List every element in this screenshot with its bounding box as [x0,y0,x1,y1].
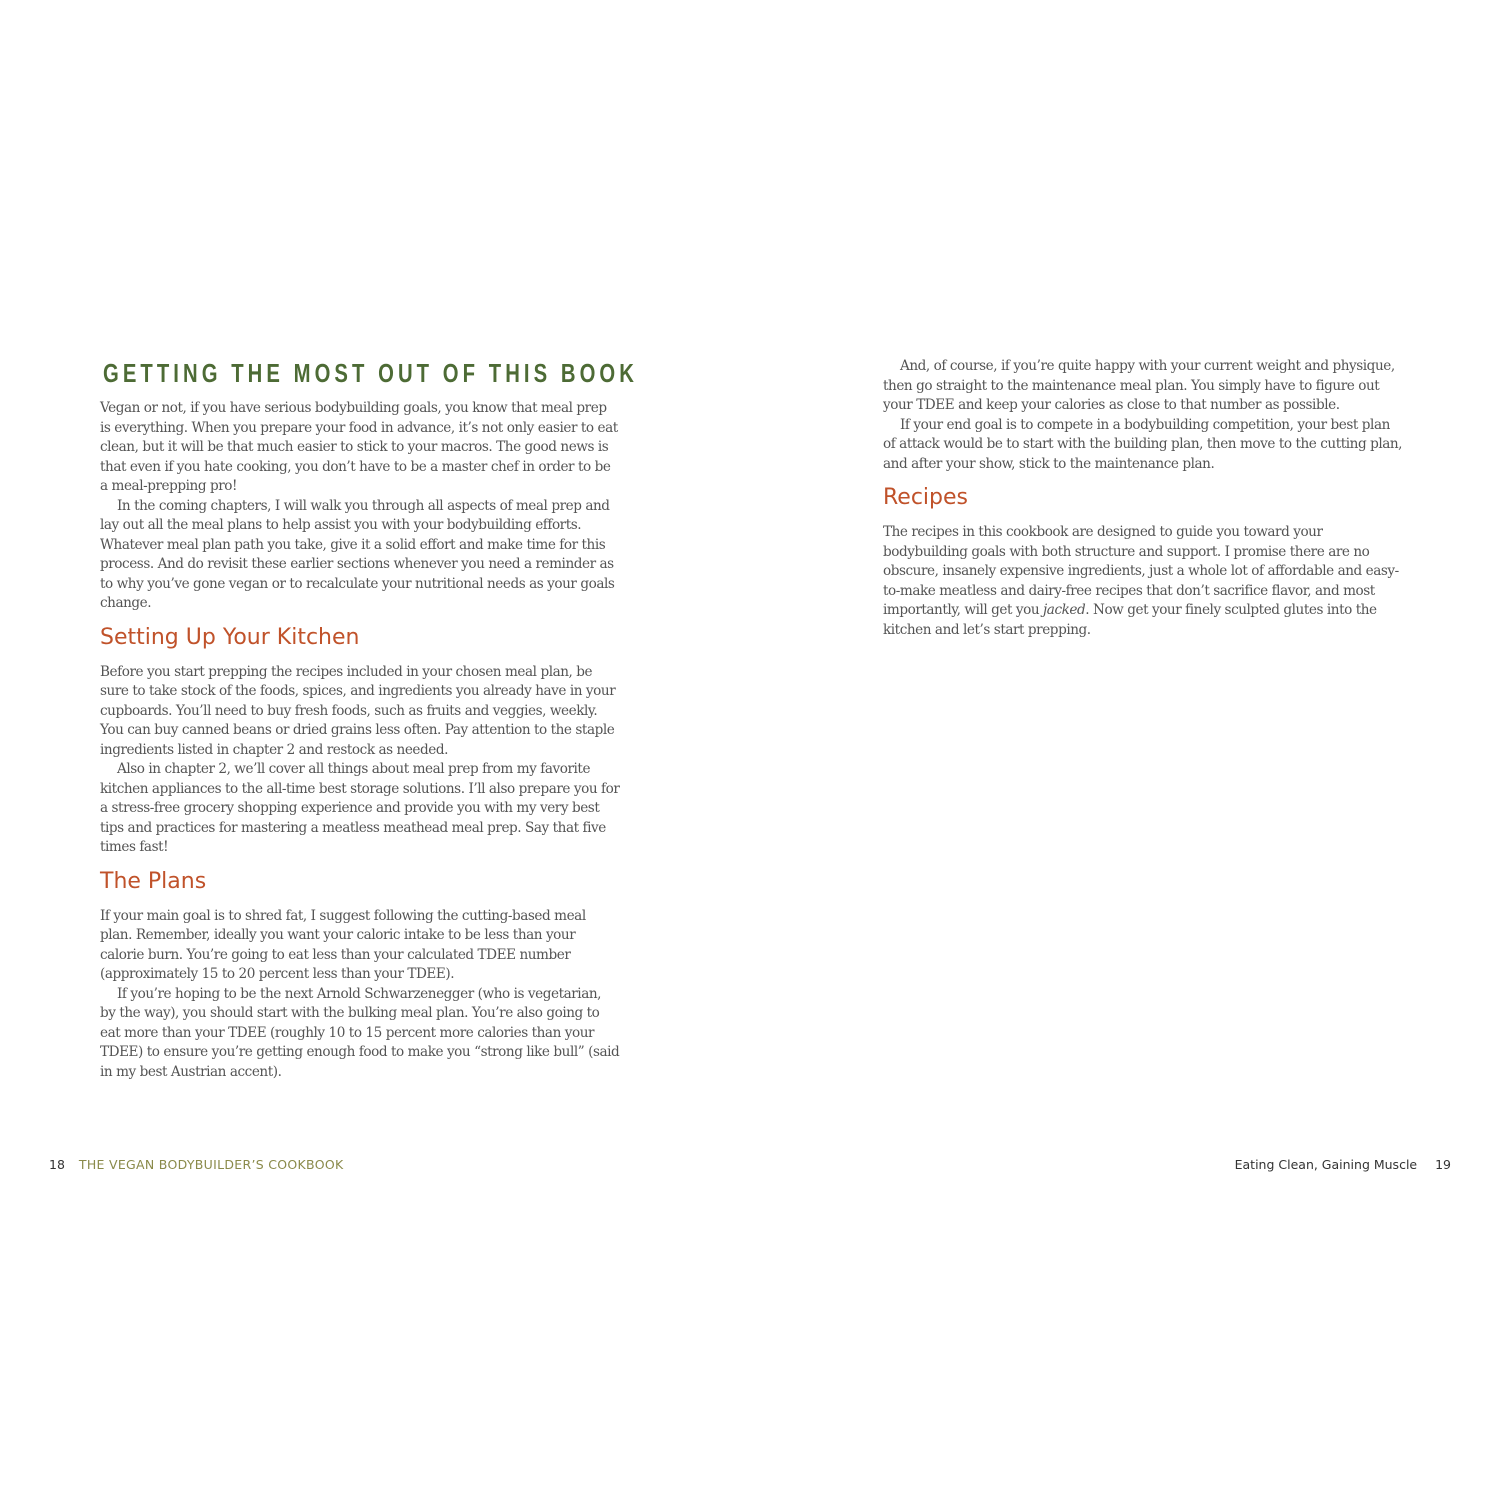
recipes-text-end: . Now get your finely sculpted glutes into the kitchen and let’s start prepping. [883,602,1377,638]
right-page-footer [1235,1156,1451,1174]
left-page-column [100,357,638,1082]
kitchen-heading: Setting Up Your Kitchen [100,624,360,650]
chapter-section-title: GETTING THE MOST OUT OF THIS BOOK [103,358,638,388]
recipes-paragraph [883,523,1403,640]
kitchen-paragraph-1: Before you start prepping the recipes included in your chosen meal plan, be sure to take stock of the foods, spices, and ingredients you already have in your cupboards. You’ll need to buy fresh foods, such as fruits and veggies, weekly. You can buy canned beans or dried grains less often. Pay attention to the staple ingredients listed in chapter 2 and restock as needed. [100,663,616,758]
running-book-title: THE VEGAN BODYBUILDER’S COOKBOOK [78,1157,344,1172]
kitchen-paragraph-2: Also in chapter 2, we’ll cover all things about meal prep from my favorite kitchen appliances to the all-time best storage solutions. I’ll also prepare you for a stress-free grocery shopping experience and provide you with my very best tips and practices for mastering a meatless meathead meal prep. Say that five times fast! [100,761,620,855]
left-page-number: 18 [49,1157,65,1172]
plans-heading: The Plans [100,868,207,894]
right-page-number: 19 [1435,1157,1451,1172]
recipes-text-emphasis: jacked [1043,602,1086,618]
right-page-column [883,357,1403,640]
recipes-heading: Recipes [883,485,969,510]
running-chapter-title: Eating Clean, Gaining Muscle [1234,1157,1418,1172]
continued-paragraph-1: And, of course, if you’re quite happy with your current weight and physique, then go straight to the maintenance meal plan. You simply have to figure out your TDEE and keep your calories as close to that number as possible. [883,358,1395,413]
plans-paragraph-1: If your main goal is to shred fat, I suggest following the cutting-based meal plan. Remember, ideally you want your caloric intake to be less than your calorie burn. You’re going to eat less than your calculated TDEE number (approximately 15 to 20 percent less than your TDEE). [100,907,586,982]
continued-paragraph-2: If your end goal is to compete in a bodybuilding competition, your best plan of attack would be to start with the building plan, then move to the cutting plan, and after your show, stick to the maintenance plan. [883,416,1403,472]
recipes-text-start: The recipes in this cookbook are designed to guide you toward your bodybuilding goals with both structure and support. I promise there are no obscure, insanely expensive ingredients, just a whole lot of affordable and easy-to-make meatless and dairy-free recipes that don’t sacrifice flavor, and most importantly, will get you [883,524,1399,618]
plans-paragraph-2: If you’re hoping to be the next Arnold Schwarzenegger (who is vegetarian, by the way), you should start with the bulking meal plan. You’re also going to eat more than your TDEE (roughly 10 to 15 percent more calories than your TDEE) to ensure you’re getting enough food to make you “strong like bull” (said in my best Austrian accent). [100,985,620,1080]
intro-paragraph-1: Vegan or not, if you have serious bodybuilding goals, you know that meal prep is everything. When you prepare your food in advance, it’s not only easier to eat clean, but it will be that much easier to stick to your macros. The good news is that even if you hate cooking, you don’t have to be a master chef in order to be a meal-prepping pro! [100,400,618,494]
intro-paragraph-2: In the coming chapters, I will walk you through all aspects of meal prep and lay out all the meal plans to help assist you with your bodybuilding efforts. Whatever meal plan path you take, give it a solid effort and make time for this process. And do revisit these earlier sections whenever you need a reminder as to why you’ve gone vegan or to recalculate your nutritional needs as your goals change. [100,497,615,611]
left-page-footer [49,1156,343,1174]
